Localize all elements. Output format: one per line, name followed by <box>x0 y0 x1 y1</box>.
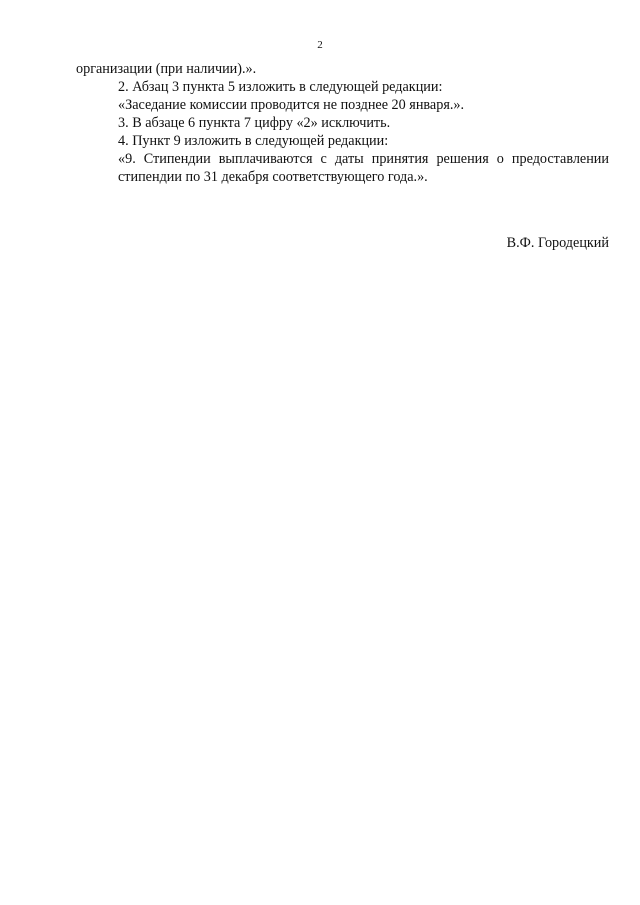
paragraph-quote-4: «9. Стипендии выплачиваются с даты принятия решения о предоставлении стипендии по 31 декабря соответствующего года.». <box>118 151 609 185</box>
paragraph-continuation: организации (при наличии).». <box>76 61 257 77</box>
document-body <box>76 60 609 186</box>
paragraph-item-2: 2. Абзац 3 пункта 5 изложить в следующей редакции: <box>118 79 443 95</box>
page-number: 2 <box>317 39 323 51</box>
paragraph-quote-2: «Заседание комиссии проводится не позднее 20 января.». <box>118 97 465 113</box>
paragraph-item-3: 3. В абзаце 6 пункта 7 цифру «2» исключить. <box>118 115 391 131</box>
paragraph-item-4: 4. Пункт 9 изложить в следующей редакции: <box>118 133 389 149</box>
signature-name: В.Ф. Городецкий <box>506 235 609 251</box>
